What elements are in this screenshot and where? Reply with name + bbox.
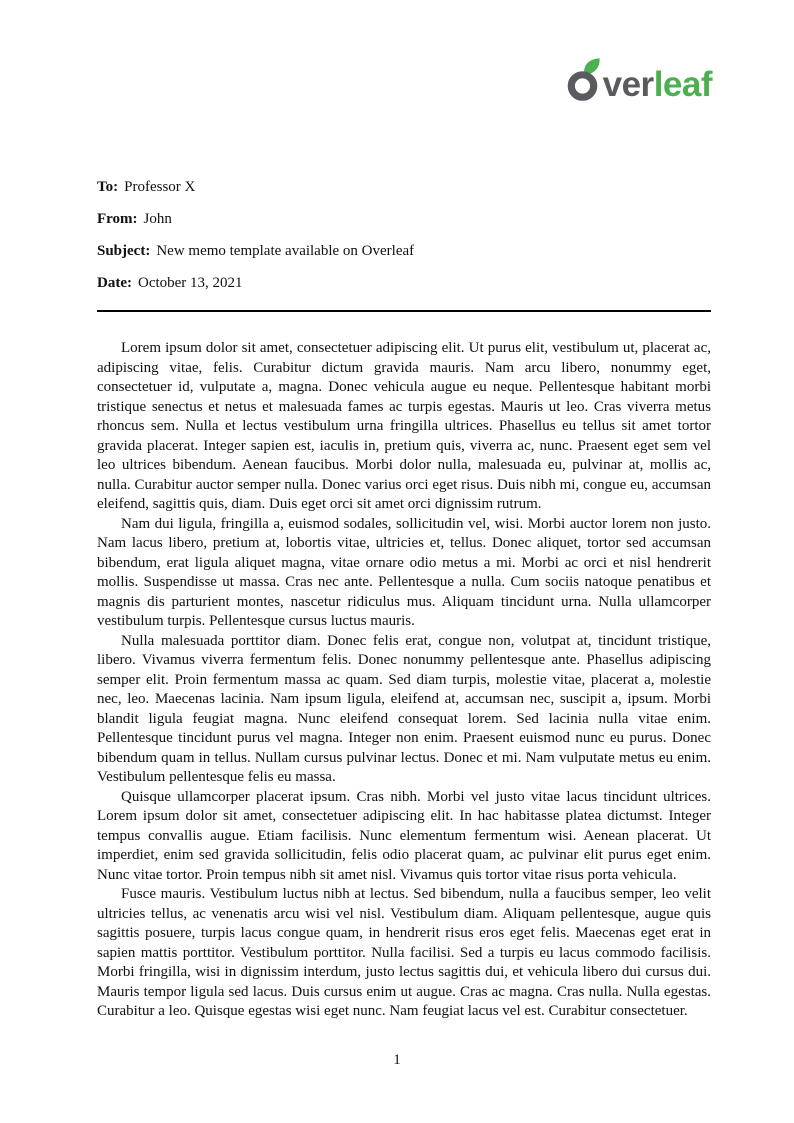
overleaf-o-leaf-icon xyxy=(565,58,602,101)
field-label: From: xyxy=(97,211,138,227)
field-value: John xyxy=(143,211,172,227)
divider-rule xyxy=(97,310,711,312)
field-label: Subject: xyxy=(97,243,151,259)
field-row-date xyxy=(97,276,711,291)
field-row-subject xyxy=(97,244,711,259)
body-paragraph: Lorem ipsum dolor sit amet, consectetuer adipiscing elit. Ut purus elit, vestibulum ut, placerat ac, adipiscing vitae, felis. Curabitur dictum gravida mauris. Nam arcu libero, nonummy eget, consectetuer id, vulputate a, magna. Donec vehicula augue eu neque. Pellentesque habitant morbi tristique senectus et netus et malesuada fames ac turpis egestas. Mauris ut leo. Cras viverra metus rhoncus sem. Nulla et lectus vestibulum urna fringilla ultrices. Phasellus eu tellus sit amet tortor gravida placerat. Integer sapien est, iaculis in, pretium quis, viverra ac, nunc. Praesent eget sem vel leo ultrices bibendum. Aenean faucibus. Morbi dolor nulla, malesuada eu, pulvinar at, mollis ac, nulla. Curabitur auctor semper nulla. Donec varius orci eget risus. Duis nibh mi, congue eu, accumsan eleifend, sagittis quis, diam. Duis eget orci sit amet orci dignissim rutrum. xyxy=(97,340,711,512)
page-number: 1 xyxy=(393,1052,401,1068)
page-footer xyxy=(0,1052,794,1069)
body-paragraph: Nam dui ligula, fringilla a, euismod sodales, sollicitudin vel, wisi. Morbi auctor lorem non justo. Nam lacus libero, pretium at, lobortis vitae, ultricies et, tellus. Donec aliquet, tortor sed accumsan bibendum, erat ligula aliquet magna, vitae ornare odio metus a mi. Morbi ac orci et nisl hendrerit mollis. Suspendisse ut massa. Cras nec ante. Pellentesque a nulla. Cum sociis natoque penatibus et magnis dis parturient montes, nascetur ridiculus mus. Aliquam tincidunt urna. Nulla ullamcorper vestibulum turpis. Pellentesque cursus luctus mauris. xyxy=(97,515,711,629)
body-paragraph: Fusce mauris. Vestibulum luctus nibh at lectus. Sed bibendum, nulla a faucibus semper, leo velit ultricies tellus, ac venenatis arcu wisi vel nisl. Vestibulum diam. Aliquam pellentesque, augue quis sagittis posuere, turpis lacus congue quam, in hendrerit risus eros eget felis. Maecenas eget erat in sapien mattis porttitor. Vestibulum porttitor. Nulla facilisi. Sed a turpis eu lacus commodo facilisis. Morbi fringilla, wisi in dignissim interdum, justo lectus sagittis dui, et vehicula libero dui cursus dui. Mauris tempor ligula sed lacus. Duis cursus enim ut augue. Cras ac magna. Cras nulla. Nulla egestas. Curabitur a leo. Quisque egestas wisi eget nunc. Nam feugiat lacus vel est. Curabitur consectetuer. xyxy=(97,886,711,1019)
field-value: New memo template available on Overleaf xyxy=(156,243,415,259)
memo-header xyxy=(97,180,711,291)
logo-wordmark-green: leaf xyxy=(653,65,712,104)
field-value: Professor X xyxy=(124,179,196,195)
field-row-to xyxy=(97,180,711,195)
overleaf-logo xyxy=(565,58,712,104)
field-value: October 13, 2021 xyxy=(137,275,243,291)
logo-wordmark-gray: ver xyxy=(602,65,654,104)
field-row-from xyxy=(97,212,711,227)
field-label: To: xyxy=(97,179,119,195)
body-paragraph: Nulla malesuada porttitor diam. Donec felis erat, congue non, volutpat at, tincidunt tristique, libero. Vivamus viverra fermentum felis. Donec nonummy pellentesque ante. Phasellus adipiscing semper elit. Proin fermentum massa ac quam. Sed diam turpis, molestie vitae, placerat a, molestie nec, leo. Maecenas lacinia. Nam ipsum ligula, eleifend at, accumsan nec, suscipit a, ipsum. Morbi blandit ligula feugiat magna. Nunc eleifend consequat lorem. Sed lacinia nulla vitae enim. Pellentesque tincidunt purus vel magna. Integer non enim. Praesent euismod nunc eu purus. Donec bibendum quam in tellus. Nullam cursus pulvinar lectus. Donec et mi. Nam vulputate metus eu enim. Vestibulum pellentesque felis eu massa. xyxy=(97,632,711,785)
memo-body xyxy=(97,339,711,1022)
body-paragraph: Quisque ullamcorper placerat ipsum. Cras nibh. Morbi vel justo vitae lacus tincidunt ultrices. Lorem ipsum dolor sit amet, consectetuer adipiscing elit. In hac habitasse platea dictumst. Integer tempus convallis augue. Etiam facilisis. Nunc elementum fermentum wisi. Aenean placerat. Ut imperdiet, enim sed gravida sollicitudin, felis odio placerat quam, ac pulvinar elit purus eget enim. Nunc vitae tortor. Proin tempus nibh sit amet nisl. Vivamus quis tortor vitae risus porta vehicula. xyxy=(97,788,711,883)
field-label: Date: xyxy=(97,275,132,291)
logo-wordmark xyxy=(602,65,712,104)
